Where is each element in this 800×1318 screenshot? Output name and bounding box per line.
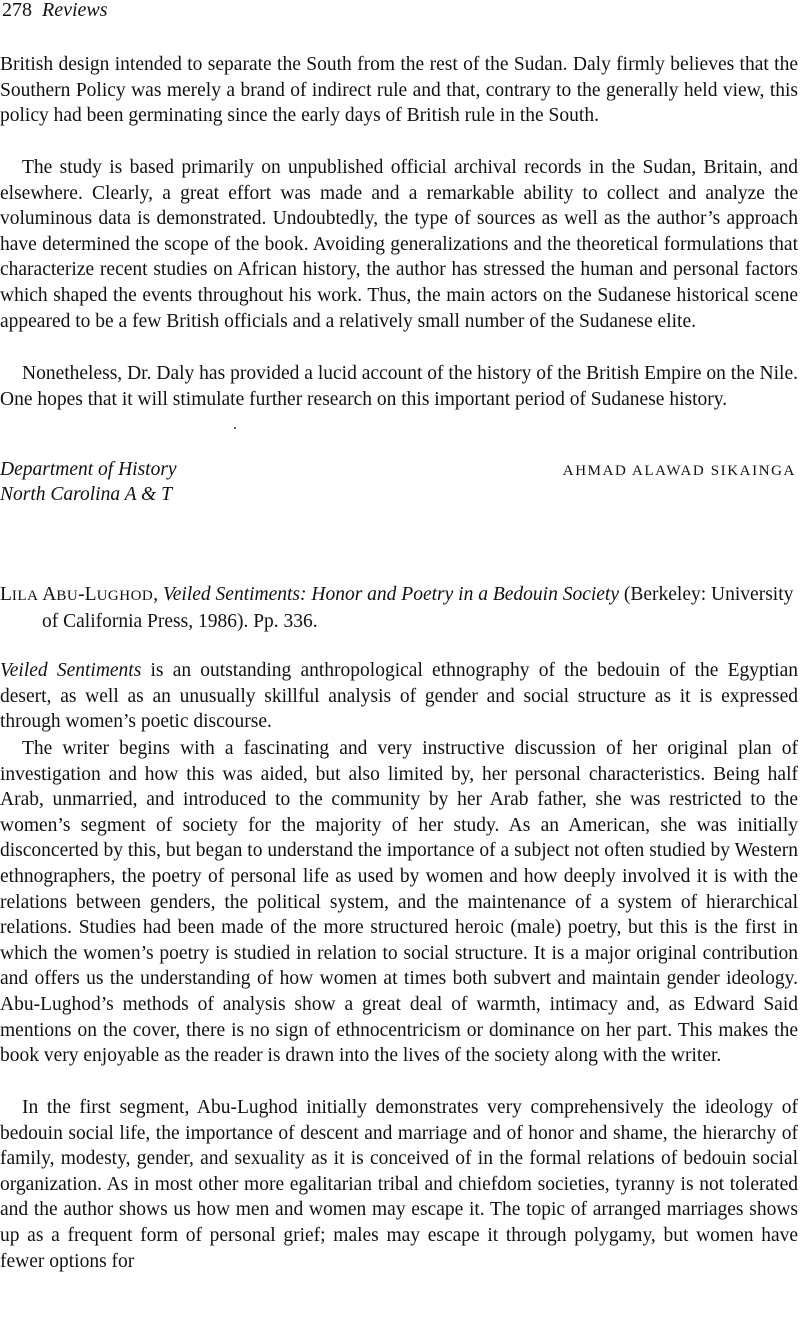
affiliation-department: Department of History (0, 459, 177, 480)
previous-review-paragraph-2: The study is based primarily on unpublished official archival records in the Sudan, Britain, and elsewhere. Clearly, a great effort was made and a remarkable ability to collect and analyze the voluminous data is demonstrated. Undoubtedly, the type of sources as well as the author’s approach have determined the scope of the book. Avoiding generalizations and the theoretical formulations that characterize recent studies on African history, the author has stressed the human and personal factors which shaped the events throughout his work. Thus, the main actors on the Sudanese historical scene appeared to be a few British officials and a relatively small number of the Sudanese elite. (0, 157, 798, 332)
review-book-title: Veiled Sentiments (0, 660, 142, 681)
scan-speck (234, 427, 236, 429)
page-number: 278 (2, 0, 32, 21)
book-citation: LILA ABU-LUGHOD, Veiled Sentiments: Honor and Poetry in a Bedouin Society (Berkeley: University of California Press, 1986). Pp. 336. (0, 584, 794, 632)
reviewer-affiliation (0, 457, 177, 507)
section-title: Reviews (42, 0, 108, 21)
affiliation-institution: North Carolina A & T (0, 484, 172, 505)
reviewer-name: AHMAD ALAWAD SIKAINGA (562, 463, 796, 479)
book-publication: (Berkeley: University of California Press, 1986). Pp. 336. (42, 584, 794, 632)
review-paragraph-3: In the first segment, Abu-Lughod initially demonstrates very comprehensively the ideology of bedouin social life, the importance of descent and marriage and of honor and shame, the hierarchy of family, modesty, gender, and sexuality as it is conceived of in the formal relations of bedouin social organization. As in most other more egalitarian tribal and chiefdom societies, tyranny is not tolerated and the author shows us how men and women may escape it. The topic of arranged marriages shows up as a frequent form of personal grief; males may escape it through polygamy, but women have fewer options for (0, 1097, 798, 1272)
book-title: Veiled Sentiments: Honor and Poetry in a Bedouin Society (163, 584, 619, 605)
previous-review-paragraph-3: Nonetheless, Dr. Daly has provided a lucid account of the history of the British Empire on the Nile. One hopes that it will stimulate further research on this important period of Sudanese history. (0, 363, 798, 410)
review-paragraph-2: The writer begins with a fascinating and very instructive discussion of her original plan of investigation and how this was aided, but also limited by, her personal characteristics. Being half Arab, unmarried, and introduced to the community by her Arab father, she was restricted to the women’s segment of society for the majority of her study. As an American, she was initially disconcerted by this, but began to understand the importance of a subject not often studied by Western ethnographers, the poetry of personal life as used by women and how deeply involved it is with the relations between genders, the political system, and the maintenance of a system of hierarchical relations. Studies had been made of the more structured heroic (male) poetry, but this is the first in which the women’s poetry is studied in relation to social structure. It is a major original contribution and offers us the understanding of how women at times both subvert and maintain gender ideology. Abu-Lughod’s methods of analysis show a great deal of warmth, intimacy and, as Edward Said mentions on the cover, there is no sign of ethnocentricism or dominance on her part. This makes the book very enjoyable as the reader is drawn into the lives of the society along with the writer. (0, 738, 798, 1067)
previous-review-paragraph-1: British design intended to separate the South from the rest of the Sudan. Daly firmly believes that the Southern Policy was merely a brand of indirect rule and that, contrary to the generally held view, this policy had been germinating since the early days of British rule in the South. (0, 54, 798, 127)
running-header (2, 0, 108, 22)
author-initial: L (0, 584, 12, 605)
review-paragraph-1: Veiled Sentiments is an outstanding anthropological ethnography of the bedouin of the Egyptian desert, as well as an unusually skillful analysis of gender and social structure as it is expressed through women’s poetic discourse. (0, 660, 798, 733)
